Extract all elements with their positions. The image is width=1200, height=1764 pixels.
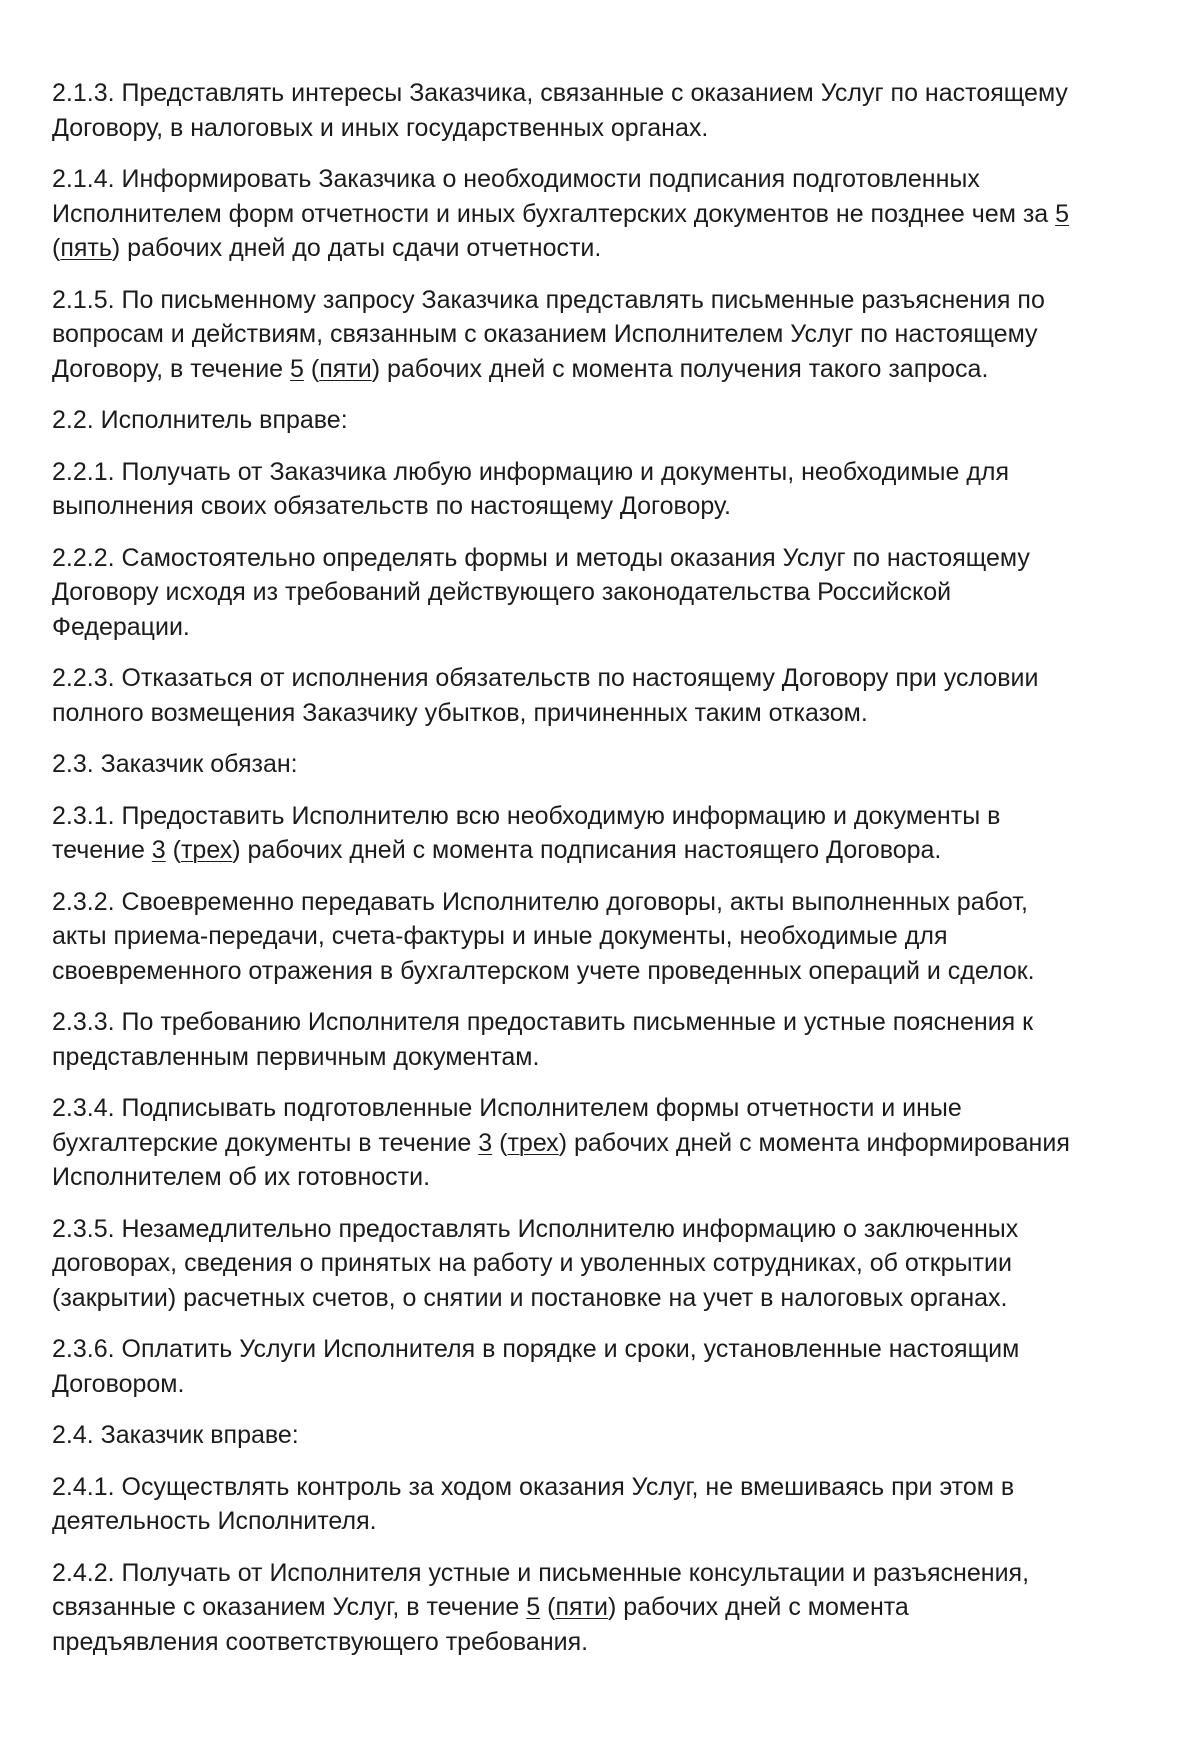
text-run: ) рабочих дней с момента xyxy=(607,1593,909,1621)
text-run: бухгалтерские документы в течение xyxy=(52,1128,479,1157)
clause-2-3-6 xyxy=(52,1332,1162,1401)
underlined-term: пять xyxy=(60,234,112,262)
text-run: связанные с оказанием Услуг, в течение xyxy=(52,1593,527,1621)
text-run: 2.3.4. Подписывать подготовленные Исполнителем формы отчетности и иные xyxy=(52,1094,962,1122)
clause-2-3-4 xyxy=(52,1091,1162,1195)
text-run: ( xyxy=(540,1593,556,1621)
clause-2-3-2 xyxy=(52,885,1162,989)
text-run: выполнения своих обязательств по настоящему Договору. xyxy=(52,492,731,520)
clause-2-1-4 xyxy=(52,162,1162,266)
underlined-term: 5 xyxy=(1055,199,1070,228)
text-run: 2.3.5. Незамедлительно предоставлять Исполнителю информацию о заключенных xyxy=(52,1214,1019,1243)
text-run: 2.2.3. Отказаться от исполнения обязательств по настоящему Договору при условии xyxy=(52,664,1039,692)
text-run: 2.3.3. По требованию Исполнителя предоставить письменные и устные пояснения к xyxy=(52,1008,1034,1036)
text-run: деятельность Исполнителя. xyxy=(52,1507,377,1535)
text-run: 2.3.6. Оплатить Услуги Исполнителя в порядке и сроки, установленные настоящим xyxy=(52,1335,1020,1363)
clause-2-4-2 xyxy=(52,1556,1162,1660)
text-run: ( xyxy=(492,1128,508,1157)
text-run: 2.4. Заказчик вправе: xyxy=(52,1421,299,1449)
text-run: 2.2.1. Получать от Заказчика любую информацию и документы, необходимые для xyxy=(52,457,1010,486)
text-run: ( xyxy=(52,234,61,262)
clause-2-4-1 xyxy=(52,1470,1162,1539)
text-run: Договору, в налоговых и иных государственных органах. xyxy=(52,113,709,142)
underlined-term: 3 xyxy=(478,1128,493,1157)
text-run: Исполнителем об их готовности. xyxy=(52,1163,431,1191)
text-run: Федерации. xyxy=(52,612,190,641)
underlined-term: 5 xyxy=(526,1593,541,1621)
clause-2-2-3 xyxy=(52,661,1162,730)
text-run: ) рабочих дней с момента подписания настоящего Договора. xyxy=(232,836,942,864)
clause-2-3-3 xyxy=(52,1005,1162,1074)
clause-2-3-1 xyxy=(52,799,1162,868)
text-run: 2.2. Исполнитель вправе: xyxy=(52,406,348,434)
clause-2-3-5 xyxy=(52,1212,1162,1316)
text-run: ( xyxy=(165,836,181,864)
underlined-term: 3 xyxy=(151,836,166,864)
document-page xyxy=(52,76,1162,1676)
text-run: предъявления соответствующего требования. xyxy=(52,1627,589,1656)
section-2-4-heading xyxy=(52,1418,1162,1453)
text-run: 2.3.2. Своевременно передавать Исполнителю договоры, акты выполненных работ, xyxy=(52,887,1028,916)
text-run: ) рабочих дней с момента получения такого запроса. xyxy=(371,354,989,383)
text-run: договорах, сведения о принятых на работу и уволенных сотрудниках, об открытии xyxy=(52,1249,1012,1277)
underlined-term: трех xyxy=(507,1128,559,1157)
text-run: своевременного отражения в бухгалтерском учете проведенных операций и сделок. xyxy=(52,956,1035,985)
text-run: акты приема-передачи, счета-фактуры и иные документы, необходимые для xyxy=(52,922,948,950)
section-2-3-heading xyxy=(52,747,1162,782)
text-run: ( xyxy=(303,354,320,383)
text-run: 2.3.1. Предоставить Исполнителю всю необходимую информацию и документы в xyxy=(52,801,1001,830)
clause-2-2-1 xyxy=(52,455,1162,524)
underlined-term: пяти xyxy=(319,354,372,383)
text-run: (закрытии) расчетных счетов, о снятии и постановке на учет в налоговых органах. xyxy=(52,1283,1008,1312)
text-run: Договору, в течение xyxy=(52,354,291,383)
text-run: вопросам и действиям, связанным с оказанием Исполнителем Услуг по настоящему xyxy=(52,320,1038,348)
text-run: ) рабочих дней с момента информирования xyxy=(558,1128,1070,1157)
text-run: Договором. xyxy=(52,1369,185,1398)
text-run: представленным первичным документам. xyxy=(52,1042,540,1071)
underlined-term: пяти xyxy=(555,1593,608,1621)
text-run: 2.4.1. Осуществлять контроль за ходом оказания Услуг, не вмешиваясь при этом в xyxy=(52,1472,1015,1501)
text-run: 2.4.2. Получать от Исполнителя устные и письменные консультации и разъяснения, xyxy=(52,1558,1030,1587)
text-run: 2.1.4. Информировать Заказчика о необходимости подписания подготовленных xyxy=(52,165,980,193)
text-run: Исполнителем форм отчетности и иных бухгалтерских документов не позднее чем за xyxy=(52,199,1056,228)
text-run: полного возмещения Заказчику убытков, причиненных таким отказом. xyxy=(52,698,868,727)
text-run: 2.2.2. Самостоятельно определять формы и методы оказания Услуг по настоящему xyxy=(52,543,1030,572)
text-run: 2.1.3. Представлять интересы Заказчика, связанные с оказанием Услуг по настоящему xyxy=(52,79,1068,107)
section-2-2-heading xyxy=(52,403,1162,438)
underlined-term: трех xyxy=(180,836,233,864)
underlined-term: 5 xyxy=(290,354,304,383)
clause-2-1-5 xyxy=(52,283,1162,387)
text-run: 2.1.5. По письменному запросу Заказчика представлять письменные разъяснения по xyxy=(52,285,1045,314)
text-run: Договору исходя из требований действующего законодательства Российской xyxy=(52,578,952,606)
clause-2-2-2 xyxy=(52,541,1162,645)
text-run: ) рабочих дней до даты сдачи отчетности. xyxy=(111,234,602,262)
text-run: течение xyxy=(52,836,152,864)
text-run: 2.3. Заказчик обязан: xyxy=(52,750,298,778)
clause-2-1-3 xyxy=(52,76,1162,145)
